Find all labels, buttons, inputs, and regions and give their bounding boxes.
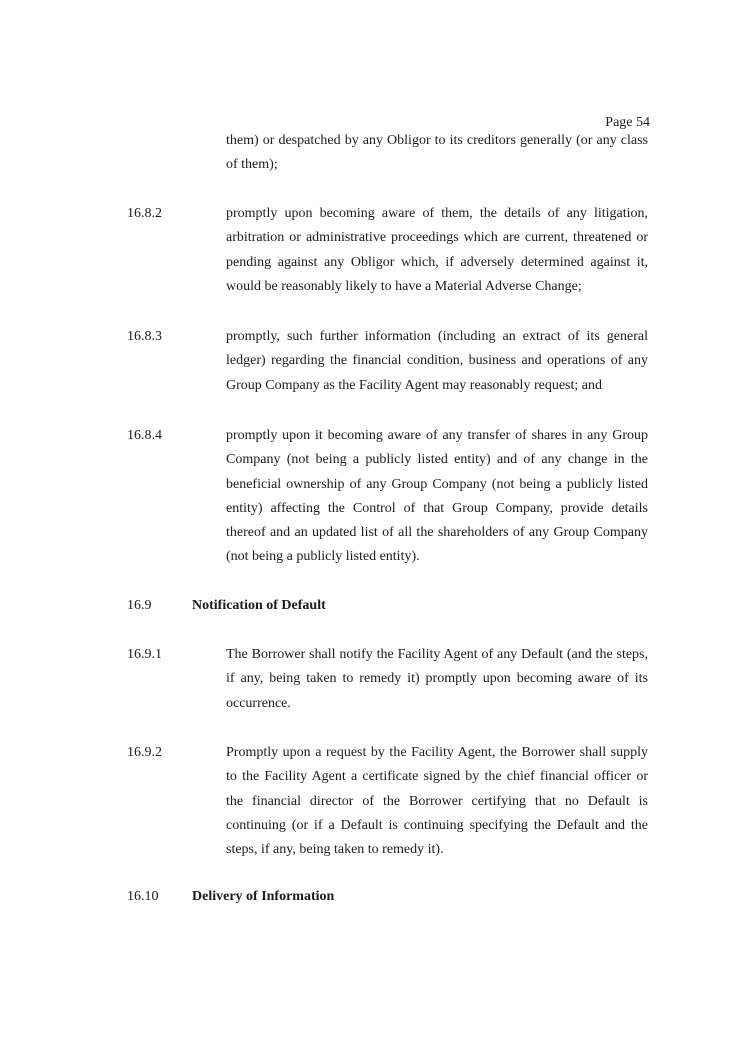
clause-text-16-8-3: promptly, such further information (including an extract of its general ledger) regarding the financial condition, business and operations of any Group Company as the Facility Agent may reasonably request; and [226,329,648,393]
clause-text-16-8-2: promptly upon becoming aware of them, the details of any litigation, arbitration or administrative proceedings which are current, threatened or pending against any Obligor which, if adversely determined against it, would be reasonably likely to have a Material Adverse Change; [226,206,648,294]
page-number: Page 54 [605,115,650,130]
clause-number-16-9-1: 16.9.1 [127,647,162,662]
section-number-16-10: 16.10 [127,889,159,904]
section-heading-16-10: Delivery of Information [192,889,335,904]
clause-text-16-9-1: The Borrower shall notify the Facility Agent of any Default (and the steps, if any, being taken to remedy it) promptly upon becoming aware of its occurrence. [226,647,648,711]
clause-number-16-8-3: 16.8.3 [127,329,162,344]
section-number-16-9: 16.9 [127,598,152,613]
clause-text-16-9-2: Promptly upon a request by the Facility Agent, the Borrower shall supply to the Facility Agent a certificate signed by the chief financial officer or the financial director of the Borrower certifying that no Default is continuing (or if a Default is continuing specifying the Default and the steps, if any, being taken to remedy it). [226,745,648,858]
clause-number-16-9-2: 16.9.2 [127,745,162,760]
section-heading-16-9: Notification of Default [192,598,326,613]
clause-number-16-8-4: 16.8.4 [127,428,162,443]
clause-text-16-8-4: promptly upon it becoming aware of any transfer of shares in any Group Company (not being a publicly listed entity) and of any change in the beneficial ownership of any Group Company (not being a publicly listed entity) affecting the Control of that Group Company, provide details thereof and an updated list of all the shareholders of any Group Company (not being a publicly listed entity). [226,428,648,565]
continuation-paragraph: them) or despatched by any Obligor to its creditors generally (or any class of them); [226,133,648,173]
clause-number-16-8-2: 16.8.2 [127,206,162,221]
